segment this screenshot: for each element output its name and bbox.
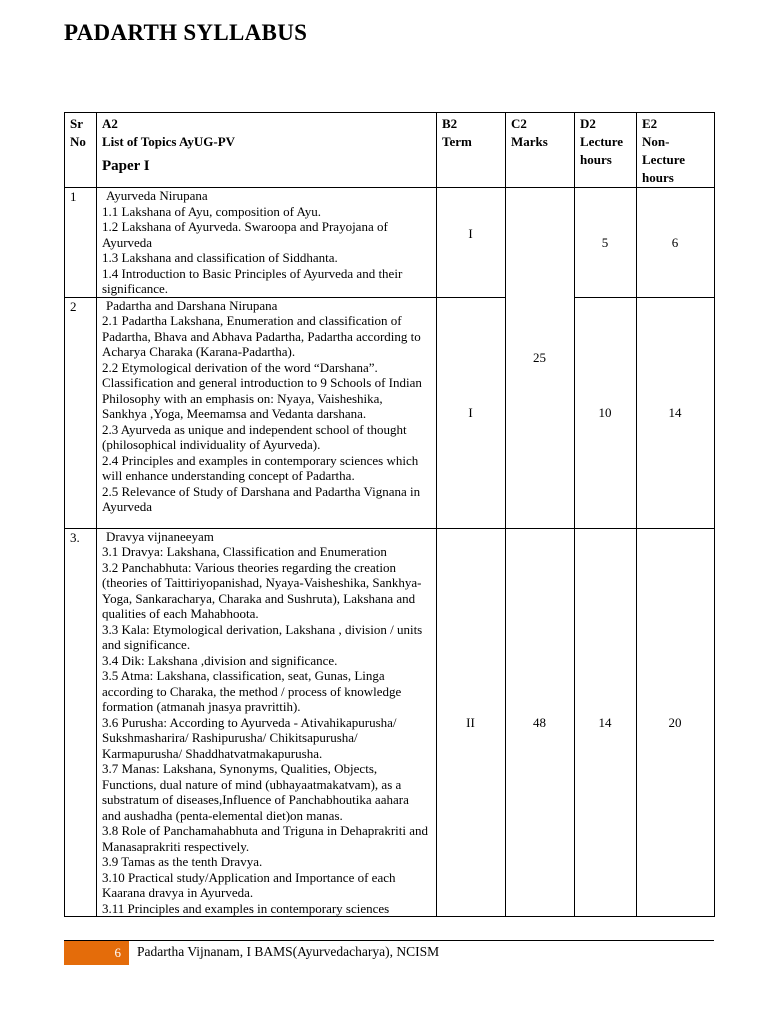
term-cell: I (437, 297, 506, 528)
page-title: PADARTH SYLLABUS (64, 20, 308, 45)
non-lecture-hours-cell: 6 (637, 188, 715, 298)
topics-cell: Ayurveda Nirupana 1.1 Lakshana of Ayu, composition of Ayu. 1.2 Lakshana of Ayurveda. Swaroopa and Prayojana of Ayurveda 1.3 Lakshana and classification of Siddhanta. 1.4 Introduction to Basic Principles of Ayurveda and their significance. (97, 188, 437, 298)
table-row (65, 528, 715, 917)
lecture-hours-cell: 10 (575, 297, 637, 528)
non-lecture-hours-cell: 20 (637, 528, 715, 917)
marks-cell: 48 (506, 528, 575, 917)
term-cell: I (437, 188, 506, 298)
header-term: B2 Term (437, 113, 506, 188)
paper-label: Paper I (102, 158, 150, 174)
header-sr: Sr No (65, 113, 97, 188)
header-marks: C2 Marks (506, 113, 575, 188)
syllabus-table (64, 112, 715, 917)
header-non-lecture-hours: E2 Non- Lecture hours (637, 113, 715, 188)
footer-text: Padartha Vijnanam, I BAMS(Ayurvedacharya), NCISM (137, 944, 440, 959)
topic-title: Dravya vijnaneeyam (106, 528, 214, 544)
term-cell: II (437, 528, 506, 917)
lecture-hours-cell: 5 (575, 188, 637, 298)
topic-title: Ayurveda Nirupana (106, 188, 208, 203)
table-row (65, 297, 715, 528)
footer-divider (64, 940, 714, 941)
lecture-hours-cell: 14 (575, 528, 637, 917)
marks-cell: 25 (506, 188, 575, 529)
topic-title: Padartha and Darshana Nirupana (106, 297, 278, 313)
table-row (65, 188, 715, 298)
header-topics: A2 List of Topics AyUG-PV Paper I (97, 113, 437, 188)
header-lecture-hours: D2 Lecture hours (575, 113, 637, 188)
page-number: 6 (64, 941, 129, 965)
topics-cell: Dravya vijnaneeyam 3.1 Dravya: Lakshana, Classification and Enumeration 3.2 Panchabhuta: Various theories regarding the creation (theories of Taittiriyopanishad, Nyaya-Vaisheshika, Sankhya-Yoga, Sankaracharya, Charaka and Sushruta), Lakshana and qualities of each Mahabhoota. 3.3 Kala: Etymological derivation, Lakshana , division / units and significance. 3.4 Dik: Lakshana ,division and significance. 3.5 Atma: Lakshana, classification, seat, Gunas, Linga according to Charaka, the method / process of knowledge formation (atmanah jnasya pravrittih). 3.6 Purusha: According to Ayurveda - Ativahikapurusha/ Sukshmasharira/ Rashipurusha/ Chikitsapurusha/ Karmapurusha/ Shaddhatvatmakapurusha. 3.7 Manas: Lakshana, Synonyms, Qualities, Objects, Functions, dual nature of mind (ubhayaatmakatvam), as a substratum of diseases,Influence of Panchabhoutika aahara and aushadha (penta-elemental diet)on manas. 3.8 Role of Panchamahabhuta and Triguna in Dehaprakriti and Manasaprakriti respectively. 3.9 Tamas as the tenth Dravya. 3.10 Practical study/Application and Importance of each Kaarana dravya in Ayurveda. 3.11 Principles and examples in contemporary sciences (97, 528, 437, 917)
sr-cell: 2 (65, 297, 97, 528)
sr-cell: 1 (65, 188, 97, 298)
topics-cell: Padartha and Darshana Nirupana 2.1 Padartha Lakshana, Enumeration and classification of Padartha, Bhava and Abhava Padartha, Padartha according to Acharya Charaka (Karana-Padartha). 2.2 Etymological derivation of the word “Darshana”. Classification and general introduction to 9 Schools of Indian Philosophy with an emphasis on: Nyaya, Vaisheshika, Sankhya ,Yoga, Meemamsa and Vedanta darshana. 2.3 Ayurveda as unique and independent school of thought (philosophical individuality of Ayurveda). 2.4 Principles and examples in contemporary sciences which will enhance understanding concept of Padartha. 2.5 Relevance of Study of Darshana and Padartha Vignana in Ayurveda (97, 297, 437, 528)
sr-cell: 3. (65, 528, 97, 917)
non-lecture-hours-cell: 14 (637, 297, 715, 528)
